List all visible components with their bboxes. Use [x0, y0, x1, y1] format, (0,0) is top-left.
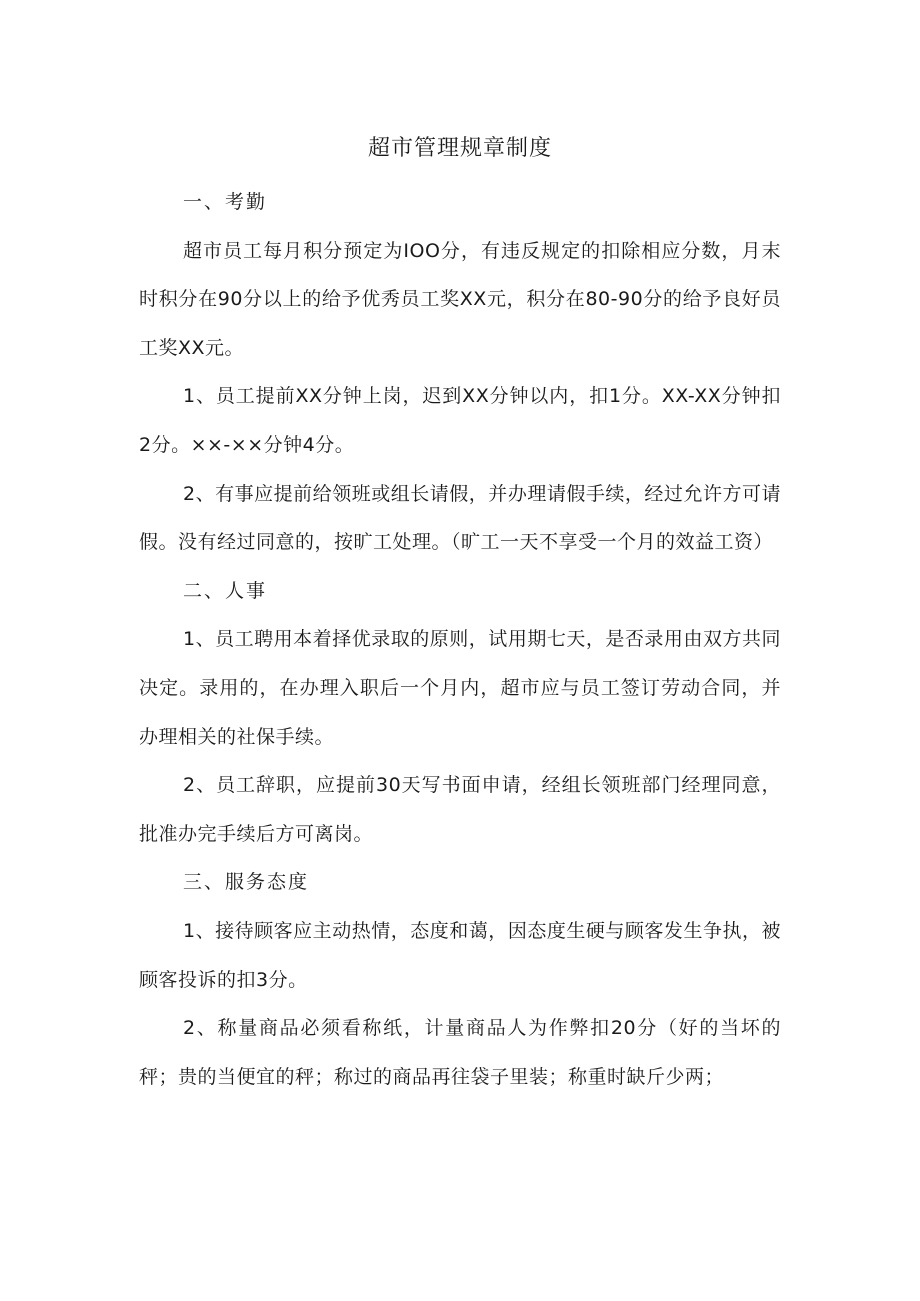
section-heading-personnel: 二、人事: [183, 579, 268, 602]
paragraph-leave-rule: 2、有事应提前给领班或组长请假，并办理请假手续，经过允许方可请假。没有经过同意的，按旷工处理。（旷工一天不享受一个月的效益工资）: [139, 482, 781, 554]
document-title: 超市管理规章制度: [367, 136, 552, 161]
section-heading-service-attitude: 三、服务态度: [183, 871, 310, 894]
paragraph-customer-attitude-rule: 1、接待顾客应主动热情，态度和蔼，因态度生硬与顾客发生争执，被顾客投诉的扣3分。: [139, 919, 781, 991]
paragraph-resignation-rule: 2、员工辞职，应提前30天写书面申请，经组长领班部门经理同意，批准办完手续后方可离岗。: [139, 774, 781, 845]
paragraph-points-rule: 超市员工每月积分预定为IOO分，有违反规定的扣除相应分数，月末时积分在90分以上的给予优秀员工奖XX元，积分在80-90分的给予良好员工奖XX元。: [139, 239, 781, 359]
paragraph-weighing-rule: 2、称量商品必须看称纸，计量商品人为作弊扣20分（好的当坏的秤；贵的当便宜的秤；称过的商品再往袋子里装；称重时缺斤少两；: [139, 1017, 781, 1088]
section-heading-attendance: 一、考勤: [183, 191, 268, 213]
paragraph-lateness-rule: 1、员工提前XX分钟上岗，迟到XX分钟以内，扣1分。XX-XX分钟扣2分。××-××分钟4分。: [139, 385, 781, 456]
paragraph-hiring-rule: 1、员工聘用本着择优录取的原则，试用期七天，是否录用由双方共同决定。录用的，在办理入职后一个月内，超市应与员工签订劳动合同，并办理相关的社保手续。: [139, 628, 781, 748]
document-body: [139, 178, 781, 1101]
